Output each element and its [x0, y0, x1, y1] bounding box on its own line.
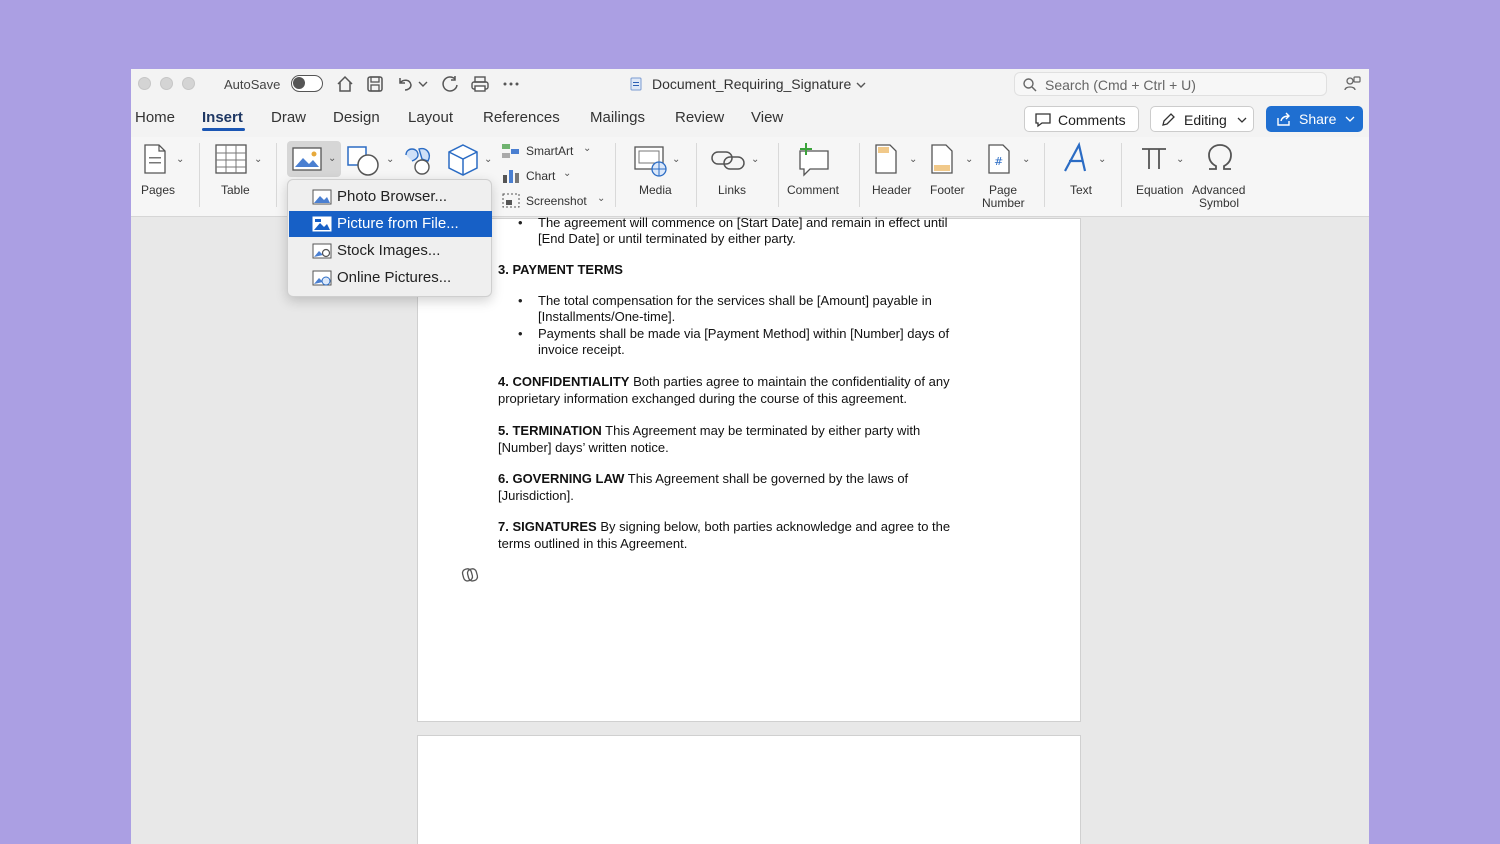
links-dropdown-chevron-icon: ⌄	[751, 154, 760, 165]
3d-models-dropdown-chevron-icon[interactable]: ⌄	[484, 154, 493, 165]
tab-mailings[interactable]: Mailings	[590, 109, 646, 126]
photo-browser-icon	[312, 189, 332, 205]
more-options-icon[interactable]	[501, 74, 521, 94]
tab-draw[interactable]: Draw	[271, 109, 307, 126]
header-button[interactable]	[864, 137, 919, 217]
bullet-marker: •	[518, 215, 523, 230]
menu-item-label: Photo Browser...	[337, 188, 448, 205]
chart-label: Chart	[526, 169, 556, 183]
paragraph-line: The total compensation for the services shall be [Amount] payable in	[538, 293, 932, 308]
redo-icon[interactable]	[440, 74, 460, 94]
header-dropdown-chevron-icon: ⌄	[909, 154, 918, 165]
home-icon[interactable]	[335, 74, 355, 94]
text-label: Text	[1070, 183, 1093, 197]
autosave-label: AutoSave	[224, 77, 281, 92]
close-window-button[interactable]	[138, 77, 151, 90]
undo-icon[interactable]	[395, 74, 415, 94]
header-label: Header	[872, 183, 912, 197]
tab-home[interactable]: Home	[135, 109, 176, 126]
bullet-marker: •	[518, 326, 523, 341]
ribbon-separator	[199, 143, 200, 207]
picture-icon	[292, 146, 322, 172]
comments-button[interactable]	[1024, 106, 1139, 132]
advanced-symbol-button[interactable]	[1191, 137, 1256, 217]
advanced-symbol-label-line1: Advanced	[1192, 183, 1246, 197]
editing-chevron-down-icon	[1237, 115, 1247, 125]
screenshot-label: Screenshot	[526, 194, 587, 208]
tab-review[interactable]: Review	[675, 109, 725, 126]
active-tab-indicator	[202, 128, 245, 131]
search-input[interactable]	[1014, 72, 1327, 96]
comment-bubble-icon	[1034, 112, 1052, 128]
page-number-icon	[985, 143, 1013, 175]
footer-button[interactable]	[921, 137, 976, 217]
3d-models-icon[interactable]	[447, 143, 479, 177]
stock-images-icon	[312, 243, 332, 259]
search-icon	[1022, 77, 1038, 93]
smartart-label: SmartArt	[526, 144, 574, 158]
pencil-icon	[1160, 112, 1176, 128]
table-dropdown-chevron-icon: ⌄	[254, 154, 263, 165]
header-icon	[872, 143, 900, 175]
ribbon-separator	[615, 143, 616, 207]
save-icon[interactable]	[365, 74, 385, 94]
screenshot-chevron-icon: ⌄	[597, 193, 606, 204]
pages-icon	[141, 143, 169, 175]
footer-icon	[928, 143, 956, 175]
pictures-button[interactable]	[287, 141, 341, 177]
chart-icon	[501, 167, 521, 184]
pictures-dropdown-chevron-icon: ⌄	[328, 153, 337, 164]
paragraph-line: terms outlined in this Agreement.	[498, 536, 688, 551]
comments-label: Comments	[1058, 112, 1126, 128]
paragraph-line: The agreement will commence on [Start Date] and remain in effect until	[538, 215, 948, 230]
text-dropdown-chevron-icon: ⌄	[1098, 154, 1107, 165]
text-box-icon	[1061, 141, 1091, 175]
title-bar	[131, 69, 1369, 99]
shapes-icon[interactable]	[346, 145, 380, 177]
menu-item-label: Online Pictures...	[337, 269, 452, 286]
search-placeholder: Search (Cmd + Ctrl + U)	[1045, 77, 1196, 93]
share-label: Share	[1299, 111, 1337, 127]
equation-button[interactable]	[1129, 137, 1191, 217]
ribbon-separator	[859, 143, 860, 207]
tab-design[interactable]: Design	[333, 109, 380, 126]
media-label: Media	[639, 183, 672, 197]
icons-icon[interactable]	[402, 143, 436, 177]
menu-item-picture-from-file[interactable]	[289, 211, 492, 237]
document-page-2[interactable]	[417, 735, 1081, 844]
minimize-window-button[interactable]	[160, 77, 173, 90]
advanced-symbol-label-line2: Symbol	[1199, 196, 1240, 210]
ribbon-separator	[778, 143, 779, 207]
links-button[interactable]	[703, 137, 773, 217]
table-icon	[214, 143, 248, 175]
online-pictures-icon	[312, 270, 332, 286]
pages-label: Pages	[141, 183, 176, 197]
undo-dropdown-chevron-icon[interactable]	[417, 74, 429, 94]
tab-view[interactable]: View	[751, 109, 784, 126]
page-number-button[interactable]	[977, 137, 1037, 217]
footer-dropdown-chevron-icon: ⌄	[965, 154, 974, 165]
picture-from-file-icon	[312, 216, 332, 232]
paragraph-line: Payments shall be made via [Payment Method] within [Number] days of	[538, 326, 950, 341]
menu-item-label: Stock Images...	[337, 242, 441, 259]
document-title[interactable]: Document_Requiring_Signature	[652, 76, 852, 92]
tab-references[interactable]: References	[483, 109, 560, 126]
paragraph-line: [Installments/One-time].	[538, 309, 676, 324]
share-icon	[1276, 111, 1292, 127]
section-confidentiality: 4. CONFIDENTIALITY Both parties agree to maintain the confidentiality of any	[498, 374, 950, 389]
pages-button[interactable]	[131, 137, 196, 217]
footer-label: Footer	[930, 183, 965, 197]
link-icon	[710, 147, 746, 173]
page-number-label-line1: Page	[989, 183, 1018, 197]
ribbon-separator	[1121, 143, 1122, 207]
copilot-icon[interactable]	[461, 566, 479, 584]
pages-dropdown-chevron-icon: ⌄	[176, 154, 185, 165]
insert-comment-button[interactable]	[783, 137, 853, 217]
share-button[interactable]	[1266, 106, 1363, 132]
share-chevron-down-icon	[1345, 114, 1355, 124]
paragraph-line: [End Date] or until terminated by either party.	[538, 231, 796, 246]
paragraph-line: invoice receipt.	[538, 342, 625, 357]
section-signatures: 7. SIGNATURES By signing below, both parties acknowledge and agree to the	[498, 519, 951, 534]
smartart-chevron-icon: ⌄	[583, 143, 592, 154]
section-termination: 5. TERMINATION This Agreement may be terminated by either party with	[498, 423, 921, 438]
comment-label: Comment	[787, 183, 840, 197]
tab-insert[interactable]: Insert	[202, 109, 243, 126]
autosave-toggle[interactable]	[291, 75, 323, 92]
media-dropdown-chevron-icon: ⌄	[672, 154, 681, 165]
title-chevron-down-icon[interactable]	[855, 75, 867, 95]
paragraph-line: [Number] days’ written notice.	[498, 440, 669, 455]
shapes-dropdown-chevron-icon[interactable]: ⌄	[386, 154, 395, 165]
tab-layout[interactable]: Layout	[408, 109, 454, 126]
omega-symbol-icon	[1205, 143, 1235, 173]
document-page[interactable]	[417, 215, 1081, 722]
share-people-icon[interactable]	[1342, 74, 1362, 94]
new-comment-icon	[794, 141, 832, 177]
svg-text:#: #	[994, 155, 1004, 168]
equation-label: Equation	[1136, 183, 1184, 197]
chart-chevron-icon: ⌄	[563, 168, 572, 179]
bullet-marker: •	[518, 293, 523, 308]
page-number-label-line2: Number	[982, 196, 1025, 210]
section-governing-law: 6. GOVERNING LAW This Agreement shall be governed by the laws of	[498, 471, 909, 486]
editing-mode-button[interactable]	[1150, 106, 1254, 132]
word-doc-icon	[630, 77, 642, 91]
paragraph-line: proprietary information exchanged during the course of this agreement.	[498, 391, 908, 406]
equation-dropdown-chevron-icon: ⌄	[1176, 154, 1185, 165]
table-button[interactable]	[206, 137, 271, 217]
print-icon[interactable]	[470, 74, 490, 94]
pictures-menu	[287, 179, 492, 297]
ribbon-separator	[1044, 143, 1045, 207]
smartart-icon	[501, 143, 521, 159]
text-button[interactable]	[1051, 137, 1113, 217]
links-label: Links	[718, 183, 747, 197]
zoom-window-button[interactable]	[182, 77, 195, 90]
ribbon-separator	[276, 143, 277, 207]
menu-item-label: Picture from File...	[337, 215, 459, 232]
menu-item-stock-images[interactable]	[289, 238, 492, 264]
table-label: Table	[221, 183, 250, 197]
screenshot-icon	[501, 192, 521, 209]
paragraph-line: [Jurisdiction].	[498, 488, 574, 503]
menu-item-online-pictures[interactable]	[289, 265, 492, 291]
ribbon-separator	[696, 143, 697, 207]
media-icon	[633, 145, 669, 177]
word-window	[131, 69, 1369, 844]
menu-item-photo-browser[interactable]	[289, 184, 492, 210]
editing-label: Editing	[1184, 112, 1227, 128]
page-number-dropdown-chevron-icon: ⌄	[1022, 154, 1031, 165]
section-heading-payment: 3. PAYMENT TERMS	[498, 262, 623, 277]
pi-equation-icon	[1139, 143, 1169, 173]
media-button[interactable]	[621, 137, 691, 217]
